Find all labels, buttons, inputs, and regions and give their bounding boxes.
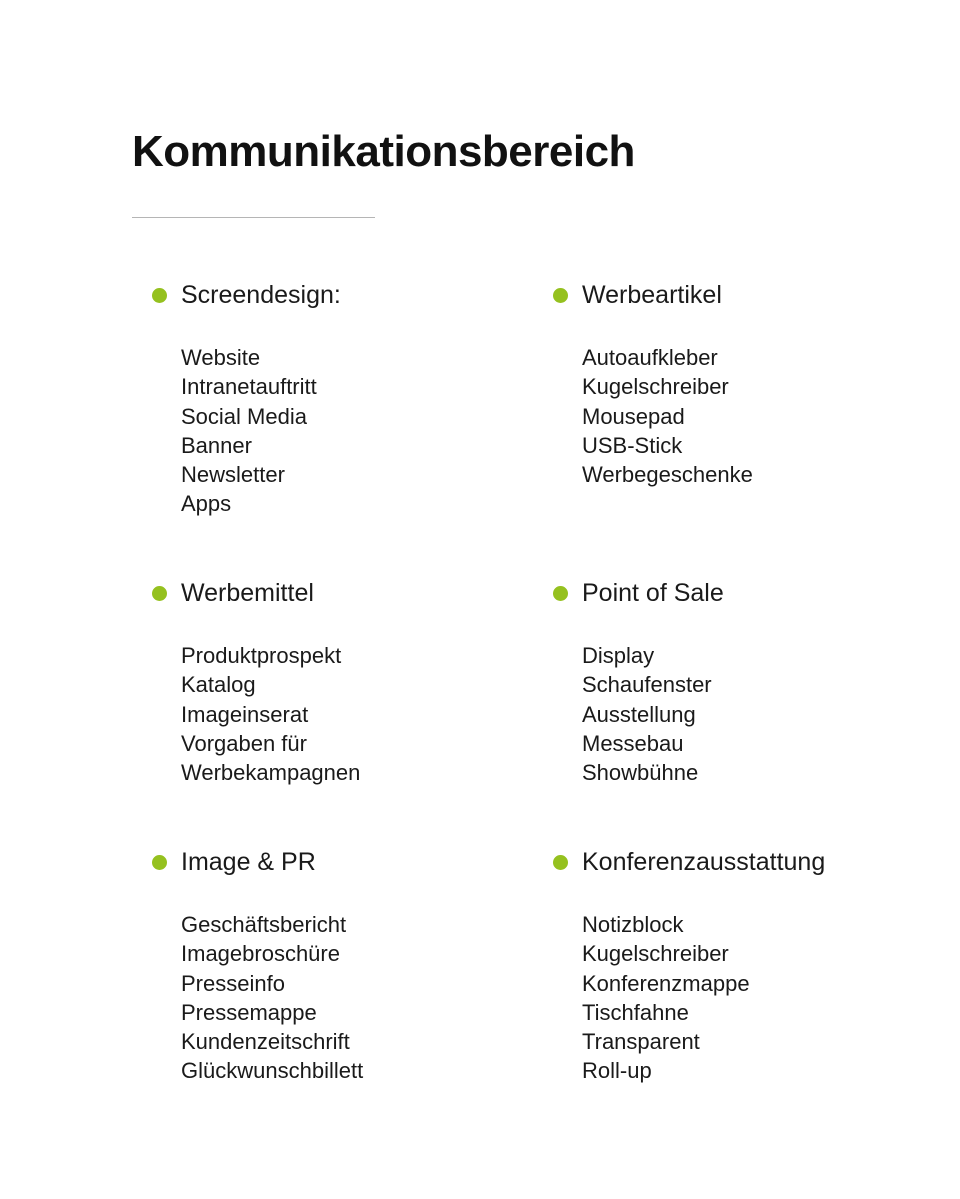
list-item: Pressemappe bbox=[181, 999, 317, 1025]
list-item: Ausstellung bbox=[582, 701, 696, 727]
list-item: Apps bbox=[181, 491, 232, 517]
list-item: Banner bbox=[181, 432, 252, 458]
list-item: Messebau bbox=[582, 730, 684, 756]
section-heading-label: Werbeartikel bbox=[582, 281, 722, 309]
section-heading bbox=[132, 845, 492, 879]
list-item: Newsletter bbox=[181, 462, 285, 488]
section-werbemittel bbox=[132, 576, 492, 787]
list-item: Vorgaben für bbox=[181, 730, 307, 756]
list-item: Kugelschreiber bbox=[582, 941, 729, 967]
list-item: Katalog bbox=[181, 672, 256, 698]
bullet-dot-icon bbox=[152, 288, 167, 303]
section-heading-label: Point of Sale bbox=[582, 579, 724, 607]
list-item: Imagebroschüre bbox=[181, 941, 340, 967]
list-item: Showbühne bbox=[582, 760, 699, 786]
section-point-of-sale bbox=[533, 576, 893, 787]
bullet-dot-icon bbox=[553, 586, 568, 601]
section-heading bbox=[533, 278, 893, 312]
list-item: Kugelschreiber bbox=[582, 374, 729, 400]
list-item: Glückwunschbillett bbox=[181, 1058, 364, 1084]
section-heading-label: Screendesign: bbox=[181, 281, 341, 309]
section-screendesign bbox=[132, 278, 492, 519]
section-list bbox=[132, 343, 492, 519]
section-list bbox=[533, 343, 893, 489]
list-item: Mousepad bbox=[582, 403, 685, 429]
section-image-pr bbox=[132, 845, 492, 1086]
list-item: Tischfahne bbox=[582, 999, 689, 1025]
list-item: Kundenzeitschrift bbox=[181, 1029, 350, 1055]
section-konferenzausstattung bbox=[533, 845, 893, 1086]
section-list bbox=[533, 910, 893, 1086]
list-item: Produktprospekt bbox=[181, 643, 342, 668]
list-item: Social Media bbox=[181, 403, 307, 429]
bullet-dot-icon bbox=[553, 288, 568, 303]
section-heading-label: Image & PR bbox=[181, 848, 316, 876]
list-item: Konferenzmappe bbox=[582, 970, 750, 996]
section-heading bbox=[533, 576, 893, 610]
section-werbeartikel bbox=[533, 278, 893, 489]
section-list bbox=[132, 910, 492, 1086]
section-list bbox=[533, 641, 893, 787]
list-item: Geschäftsbericht bbox=[181, 912, 347, 937]
section-heading-label: Konferenzausstattung bbox=[582, 848, 826, 876]
list-item: Transparent bbox=[582, 1029, 700, 1055]
bullet-dot-icon bbox=[553, 855, 568, 870]
list-item: Presseinfo bbox=[181, 970, 285, 996]
section-heading bbox=[533, 845, 893, 879]
list-item: Website bbox=[181, 345, 261, 370]
section-heading bbox=[132, 278, 492, 312]
section-heading bbox=[132, 576, 492, 610]
list-item: Imageinserat bbox=[181, 701, 309, 727]
list-item: Werbekampagnen bbox=[181, 760, 361, 786]
list-item: Intranetauftritt bbox=[181, 374, 317, 400]
list-item: Autoaufkleber bbox=[582, 345, 718, 370]
bullet-dot-icon bbox=[152, 855, 167, 870]
list-item: Werbegeschenke bbox=[582, 462, 753, 488]
list-item: Schaufenster bbox=[582, 672, 712, 698]
section-heading-label: Werbemittel bbox=[181, 579, 314, 607]
bullet-dot-icon bbox=[152, 586, 167, 601]
page-title: Kommunikationsbereich bbox=[132, 127, 635, 176]
list-item: Notizblock bbox=[582, 912, 684, 937]
section-list bbox=[132, 641, 492, 787]
list-item: USB-Stick bbox=[582, 432, 683, 458]
list-item: Display bbox=[582, 643, 655, 668]
list-item: Roll-up bbox=[582, 1058, 652, 1084]
title-divider bbox=[132, 217, 375, 218]
